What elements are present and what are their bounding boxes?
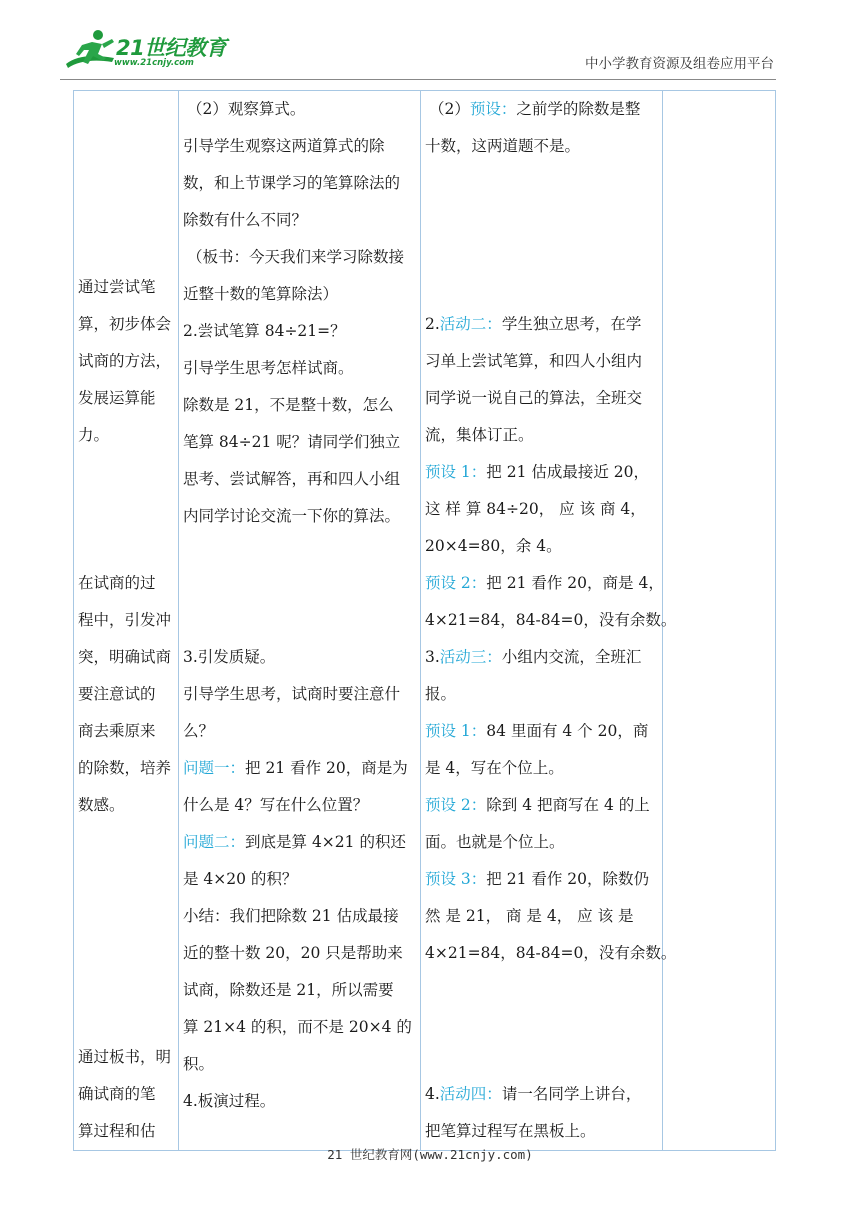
board-note-line: 近整十数的笔算除法） [183, 285, 339, 303]
preset-3-1-line [425, 713, 659, 750]
intent-line: 通过尝试笔 [78, 278, 156, 296]
preset-text: 84 里面有 4 个 20，商 [486, 722, 649, 740]
header-divider [60, 79, 776, 80]
lesson-plan-table [73, 90, 776, 1151]
preset-text: 把 21 看作 20，商是 4， [486, 574, 664, 592]
body-line: 同学说一说自己的算法，全班交 [425, 389, 643, 407]
body-line: 引导学生思考怎样试商。 [183, 359, 354, 377]
intent-line: 商去乘原来 [78, 722, 156, 740]
body-line: 除数有什么不同？ [183, 211, 308, 229]
activity-three-line [425, 639, 659, 676]
preset-line [425, 91, 659, 128]
body-line: 什么是 4？写在什么位置？ [183, 796, 369, 814]
body-line: 是 4×20 的积？ [183, 870, 298, 888]
body-line: 引导学生观察这两道算式的除 [183, 137, 385, 155]
intent-line: 算，初步体会 [78, 315, 172, 333]
summary-line: 试商，除数还是 21，所以需要 [183, 981, 394, 999]
intent-line: 确试商的笔 [78, 1085, 156, 1103]
question-one-label: 问题一： [183, 759, 246, 777]
activity-number: 3. [425, 648, 440, 666]
body-line: 是 4，写在个位上。 [425, 759, 564, 777]
body-line: 4×21=84，84-84=0，没有余数。 [425, 611, 677, 629]
question-one-line [183, 750, 417, 787]
logo-brand-text: 21世纪教育 [116, 36, 227, 60]
preset-3-2-label: 预设 2： [425, 796, 487, 814]
activity-text: 学生独立思考，在学 [501, 315, 642, 333]
activity-number: 4. [425, 1085, 440, 1103]
board-note-line: （板书：今天我们来学习除数接 [187, 248, 405, 266]
body-line: 数，和上节课学习的笔算除法的 [183, 174, 401, 192]
intent-line: 通过板书，明 [78, 1048, 172, 1066]
intent-block-2 [78, 565, 175, 824]
intent-line: 试商的方法， [78, 352, 172, 370]
site-logo[interactable] [62, 28, 232, 74]
body-line: 除数是 21，不是整十数，怎么 [183, 396, 394, 414]
intent-line: 的除数，培养 [78, 759, 172, 777]
body-line: 笔算 84÷21 呢？请同学们独立 [183, 433, 401, 451]
section-title: （2）观察算式。 [187, 100, 306, 118]
preset-text: 除到 4 把商写在 4 的上 [486, 796, 650, 814]
body-line: 引导学生思考，试商时要注意什 [183, 685, 401, 703]
preset-number: （2） [429, 100, 470, 118]
question-two-label: 问题二： [183, 833, 246, 851]
preset-3-2-line [425, 787, 659, 824]
section-title: 4.板演过程。 [183, 1092, 276, 1110]
student-activity-cell [421, 91, 677, 1151]
activity-text: 请一名同学上讲台， [501, 1085, 642, 1103]
design-intent-cell [74, 91, 179, 1151]
preset-1-label: 预设 1： [425, 463, 487, 481]
preset-2-line [425, 565, 664, 602]
body-line: 流，集体订正。 [425, 426, 534, 444]
body-line: 习单上尝试笔算，和四人小组内 [425, 352, 643, 370]
body-line: 20×4=80，余 4。 [425, 537, 562, 555]
intent-line: 发展运算能 [78, 389, 156, 407]
question-two-line [183, 824, 417, 861]
activity-two-label: 活动二： [439, 315, 502, 333]
body-line: 十数，这两道题不是。 [425, 137, 581, 155]
intent-line: 要注意试的 [78, 685, 156, 703]
activity-four-label: 活动四： [439, 1085, 502, 1103]
preset-label: 预设： [469, 100, 517, 118]
preset-text: 把 21 估成最接近 20， [486, 463, 650, 481]
page-footer: 21 世纪教育网(www.21cnjy.com) [327, 1147, 533, 1162]
section-title: 3.引发质疑。 [183, 648, 276, 666]
section-title: 2.尝试笔算 84÷21=？ [183, 322, 346, 340]
preset-3-1-label: 预设 1： [425, 722, 487, 740]
question-one-text: 把 21 看作 20，商是为 [245, 759, 408, 777]
intent-line: 突，明确试商 [78, 648, 172, 666]
summary-line: 小结：我们把除数 21 估成最接 [183, 907, 399, 925]
intent-block-1 [78, 269, 175, 454]
notes-cell [663, 91, 776, 1151]
activity-text: 小组内交流，全班汇 [501, 648, 642, 666]
runner-logo-icon [62, 28, 118, 74]
activity-four-line [425, 1076, 659, 1113]
summary-line: 积。 [183, 1055, 215, 1073]
body-line: 这 样 算 84÷20， 应 该 商 4， [425, 500, 646, 518]
table-row [74, 91, 776, 1151]
body-line: 思考、尝试解答，再和四人小组 [183, 470, 401, 488]
activity-three-label: 活动三： [439, 648, 502, 666]
platform-name: 中小学教育资源及组卷应用平台 [585, 56, 774, 72]
preset-text: 之前学的除数是整 [516, 100, 641, 118]
body-line: 报。 [425, 685, 457, 703]
intent-line: 数感。 [78, 796, 125, 814]
intent-block-3 [78, 1039, 175, 1150]
preset-2-label: 预设 2： [425, 574, 487, 592]
body-line: 内同学讨论交流一下你的算法。 [183, 507, 401, 525]
teacher-activity-cell [179, 91, 421, 1151]
preset-3-3-label: 预设 3： [425, 870, 487, 888]
activity-two-line [425, 306, 659, 343]
body-line: 面。也就是个位上。 [425, 833, 565, 851]
intent-line: 在试商的过 [78, 574, 156, 592]
logo-url-text: www.21cnjy.com [114, 58, 194, 68]
preset-3-3-line [425, 861, 659, 898]
activity-number: 2. [425, 315, 440, 333]
body-line: 把笔算过程写在黑板上。 [425, 1122, 596, 1140]
question-two-text: 到底是算 4×21 的积还 [245, 833, 406, 851]
intent-line: 算过程和估 [78, 1122, 156, 1140]
intent-line: 力。 [78, 426, 110, 444]
summary-line: 算 21×4 的积，而不是 20×4 的 [183, 1018, 412, 1036]
intent-line: 程中，引发冲 [78, 611, 172, 629]
body-line: 然 是 21， 商 是 4， 应 该 是 [425, 907, 634, 925]
page-header [0, 0, 860, 90]
preset-text: 把 21 看作 20，除数仍 [486, 870, 650, 888]
body-line: 么？ [183, 722, 215, 740]
preset-1-line [425, 454, 659, 491]
body-line: 4×21=84，84-84=0，没有余数。 [425, 944, 677, 962]
summary-line: 近的整十数 20，20 只是帮助来 [183, 944, 403, 962]
